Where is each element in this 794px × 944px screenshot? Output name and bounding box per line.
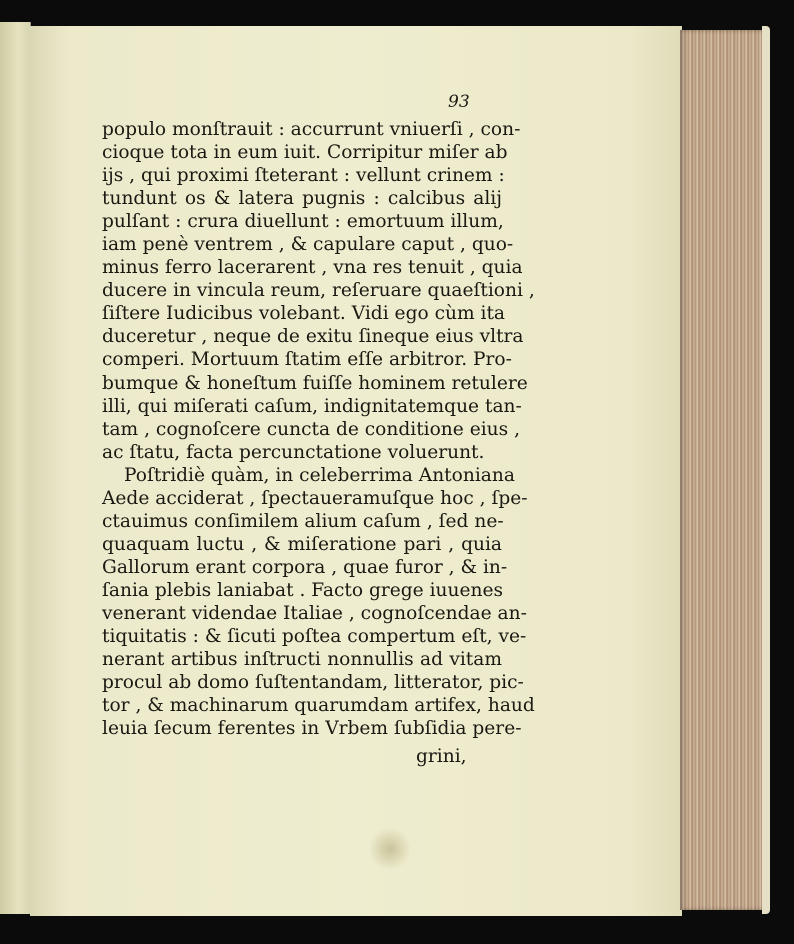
text-line: pulſant : crura diuellunt : emortuum illum,	[102, 211, 504, 233]
paper-stain	[370, 826, 410, 872]
text-line: Aede acciderat , ſpectaueramuſque hoc , ſpe-	[102, 487, 528, 509]
body-text	[102, 118, 535, 740]
text-line: tiquitatis : & ſicuti poſtea compertum eſt, ve-	[102, 626, 527, 648]
page-fore-edge-cap	[762, 26, 770, 914]
text-line: ac ſtatu, facta percunctatione voluerunt.	[102, 441, 485, 463]
text-line: illi, qui miſerati caſum, indignitatemque tan-	[102, 395, 522, 417]
text-line: ctauimus conſimilem alium caſum , ſed ne-	[102, 510, 504, 532]
page-fore-edge	[680, 30, 768, 910]
facing-page-edge	[0, 22, 31, 914]
text-line: minus ferro lacerarent , vna res tenuit , quia	[102, 257, 523, 279]
text-line: ſiſtere Iudicibus volebant. Vidi ego cùm ita	[102, 303, 506, 325]
text-line: nerant artibus inſtructi nonnullis ad vitam	[102, 649, 502, 671]
text-line: tam , cognoſcere cuncta de conditione eius ,	[102, 418, 520, 440]
page-number: 93	[448, 92, 470, 112]
text-line: leuia ſecum ferentes in Vrbem ſubſidia pere-	[102, 718, 522, 740]
text-line: Gallorum erant corpora , quae furor , & in-	[102, 556, 508, 578]
text-line: tor , & machinarum quarumdam artifex, haud	[102, 695, 535, 717]
text-line: populo monſtrauit : accurrunt vniuerſi , con-	[102, 119, 521, 140]
text-line: iam penè ventrem , & capulare caput , quo-	[102, 234, 514, 256]
text-line: quaquam luctu , & miſeratione pari , quia	[102, 533, 502, 555]
text-line: ijs , qui proximi ſteterant : vellunt crinem :	[102, 165, 505, 187]
text-line: procul ab domo ſuſtentandam, litterator, pic-	[102, 672, 524, 694]
text-line: comperi. Mortuum ſtatim eſſe arbitror. Pro-	[102, 349, 512, 371]
text-line: duceretur , neque de exitu ſineque eius vltra	[102, 326, 524, 348]
text-line: tundunt os & latera pugnis : calcibus alij	[102, 188, 502, 210]
text-line: cioque tota in eum iuit. Corripitur miſer ab	[102, 142, 508, 164]
catchword: grini,	[416, 746, 467, 767]
text-line: ducere in vincula reum, reſeruare quaeſtioni ,	[102, 280, 535, 302]
text-line: bumque & honeſtum fuiſſe hominem retulere	[102, 372, 528, 394]
text-line: ſania plebis laniabat . Facto grege iuuenes	[102, 579, 504, 601]
text-line: venerant videndae Italiae , cognoſcendae an-	[102, 602, 527, 624]
text-line: Poſtridiè quàm, in celeberrima Antoniana	[124, 464, 515, 486]
